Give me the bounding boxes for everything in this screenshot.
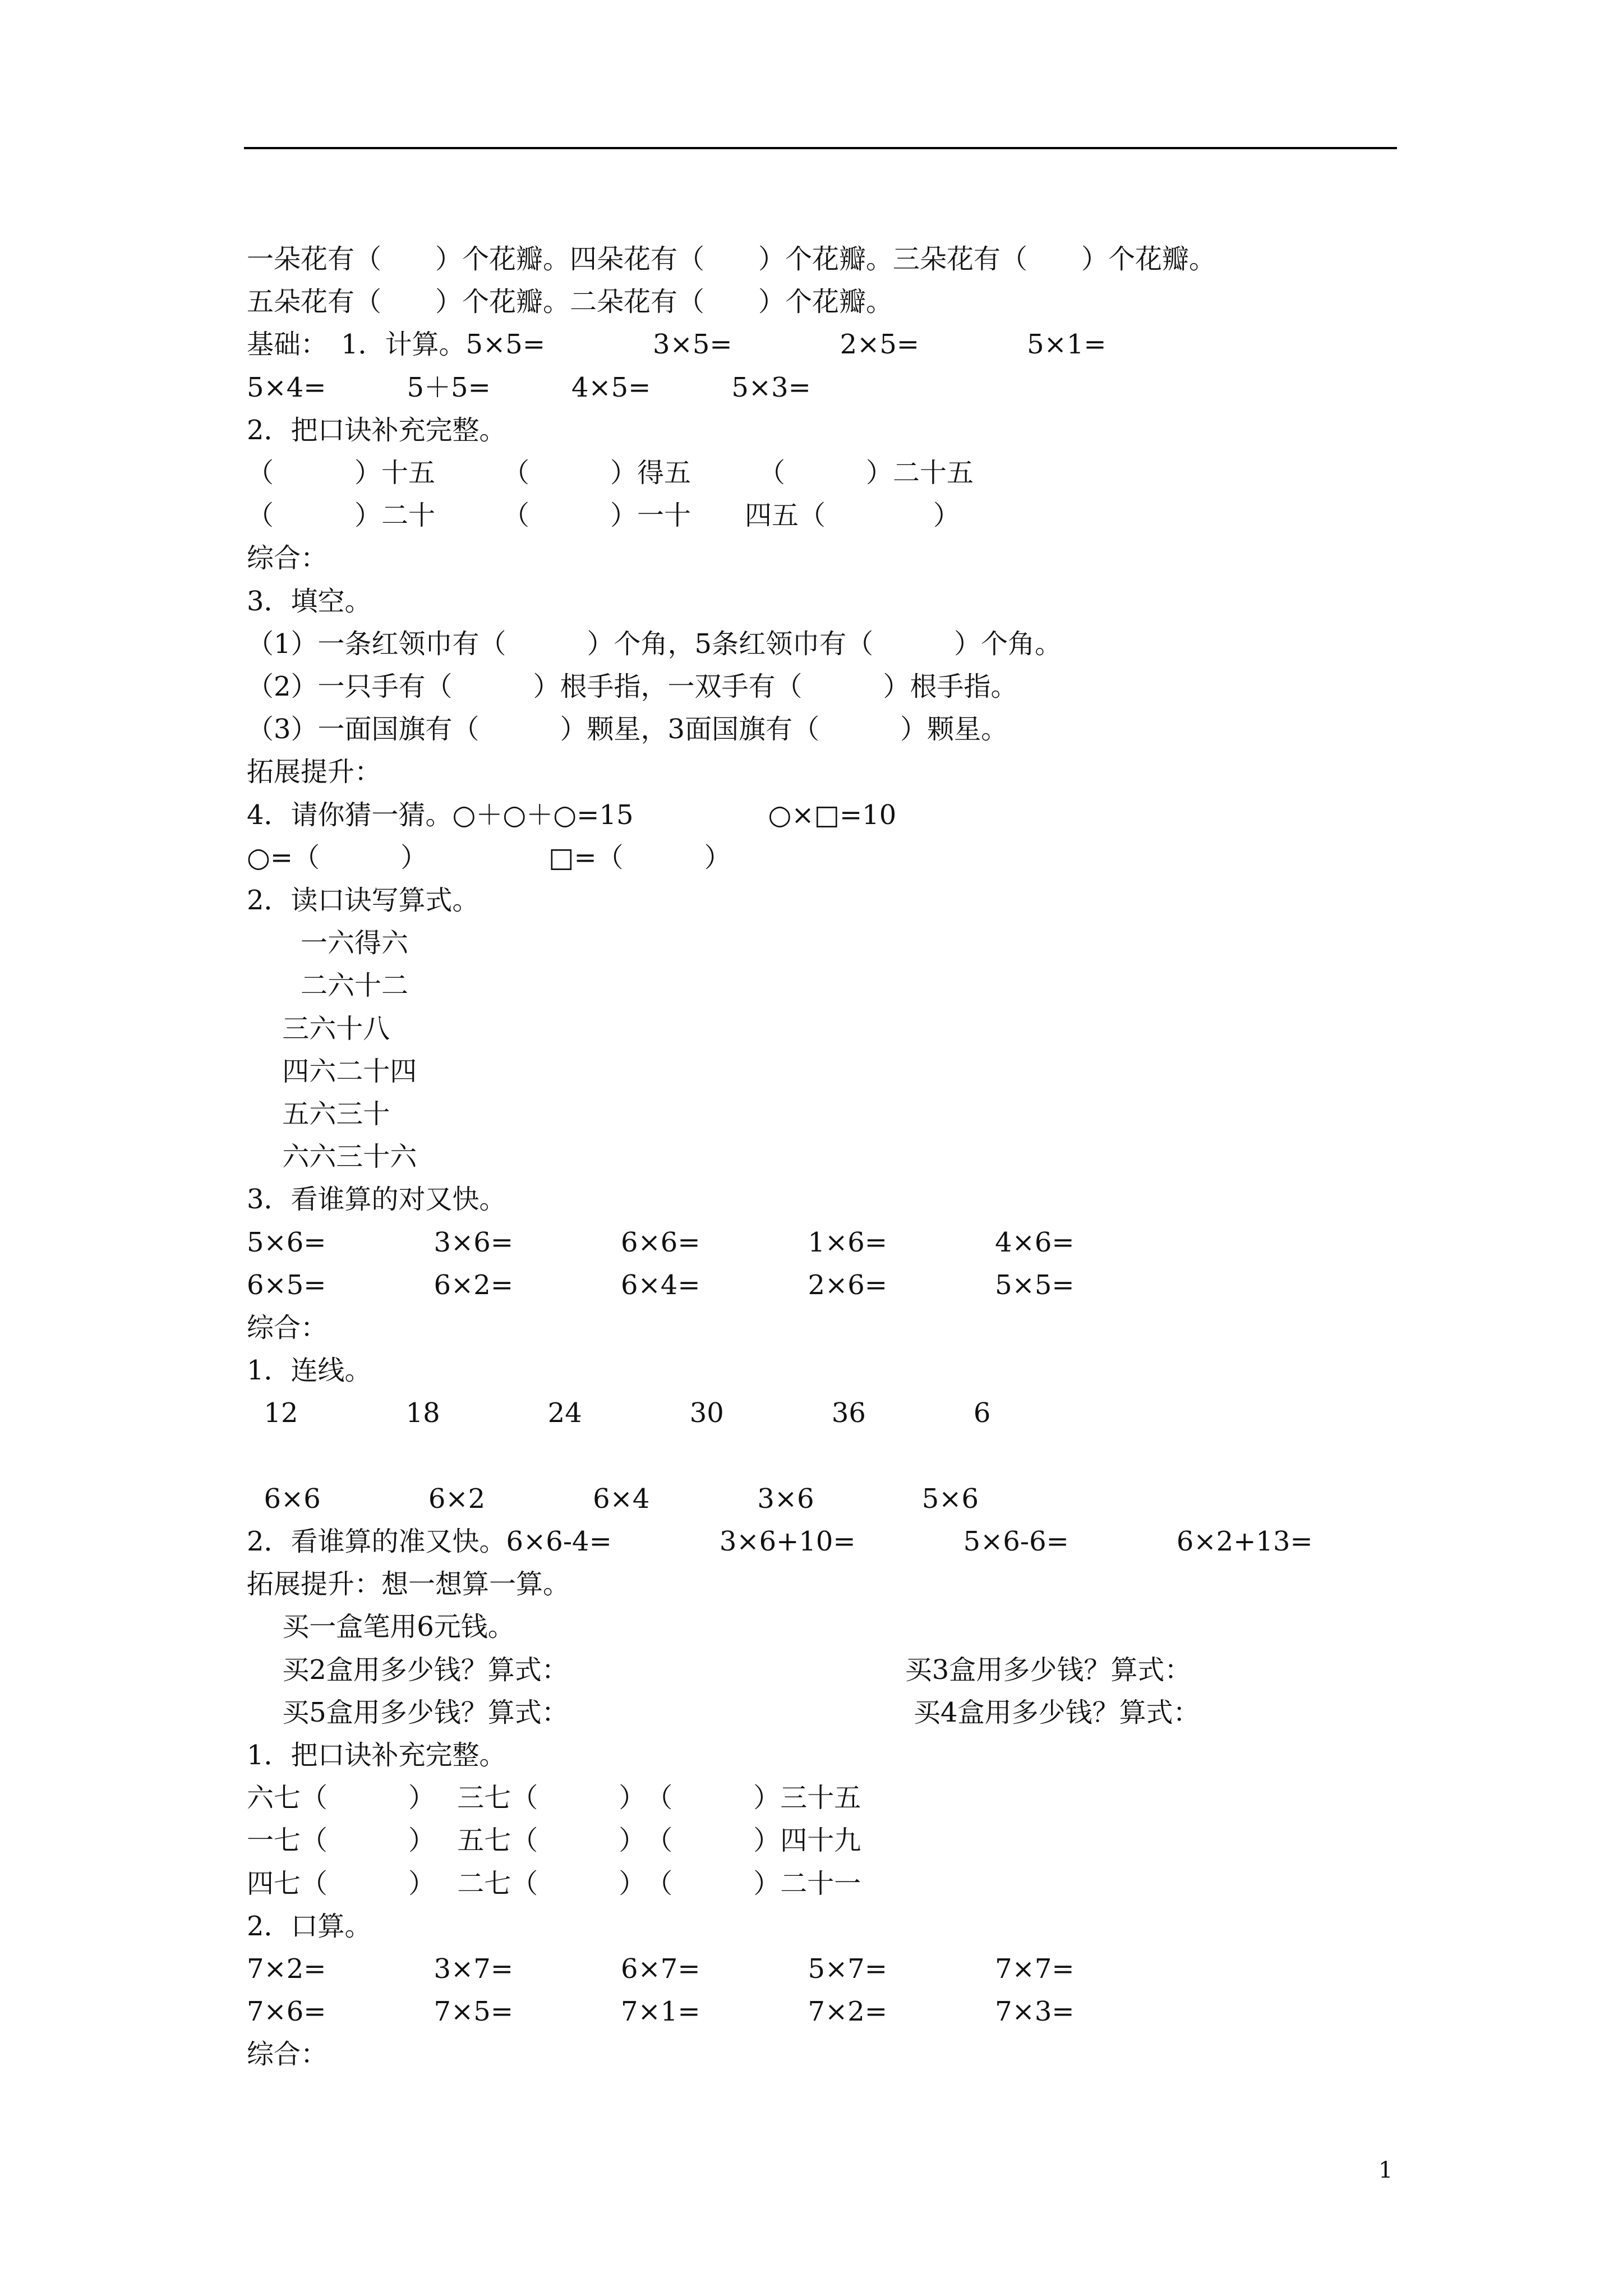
worksheet-line: （ ）二十 （ ）一十 四五（ ） — [247, 500, 961, 531]
worksheet-line: 5×4= 5＋5= 4×5= 5×3= — [247, 372, 811, 403]
worksheet-line: 六六三十六 — [247, 1141, 417, 1172]
page-number: 1 — [1378, 2157, 1393, 2183]
worksheet-line: 五朵花有（ ）个花瓣。二朵花有（ ）个花瓣。 — [247, 286, 893, 318]
worksheet-line: 一六得六 — [247, 927, 409, 959]
worksheet-line: 六七（ ） 三七（ ） （ ）三十五 — [247, 1782, 861, 1814]
worksheet-line: 6×6 6×2 6×4 3×6 5×6 — [247, 1483, 979, 1515]
worksheet-line: （1）一条红领巾有（ ）个角，5条红领巾有（ ）个角。 — [247, 628, 1062, 660]
worksheet-line: 买5盒用多少钱？算式： 买4盒用多少钱？算式： — [247, 1697, 1200, 1728]
worksheet-line: 3．填空。 — [247, 586, 372, 617]
worksheet-line: 一七（ ） 五七（ ） （ ）四十九 — [247, 1825, 861, 1856]
worksheet-line: （3）一面国旗有（ ）颗星，3面国旗有（ ）颗星。 — [247, 714, 1008, 745]
worksheet-line: （2）一只手有（ ）根手指，一双手有（ ）根手指。 — [247, 671, 1018, 702]
worksheet-line: 一朵花有（ ）个花瓣。四朵花有（ ）个花瓣。三朵花有（ ）个花瓣。 — [247, 243, 1216, 275]
worksheet-line: 四六二十四 — [247, 1056, 417, 1087]
worksheet-line: 五六三十 — [247, 1098, 390, 1130]
worksheet-line: 6×5= 6×2= 6×4= 2×6= 5×5= — [247, 1269, 1075, 1301]
worksheet-line: 7×6= 7×5= 7×1= 7×2= 7×3= — [247, 1996, 1075, 2027]
worksheet-line: 基础： 1．计算。5×5= 3×5= 2×5= 5×1= — [247, 329, 1106, 360]
worksheet-line: 综合： — [247, 2039, 328, 2070]
worksheet-line: 5×6= 3×6= 6×6= 1×6= 4×6= — [247, 1227, 1075, 1258]
worksheet-line: 买一盒笔用6元钱。 — [247, 1611, 515, 1642]
worksheet-line: 四七（ ） 二七（ ） （ ）二十一 — [247, 1868, 861, 1899]
worksheet-line: 7×2= 3×7= 6×7= 5×7= 7×7= — [247, 1953, 1075, 1985]
worksheet-line: 拓展提升：想一想算一算。 — [247, 1568, 570, 1600]
worksheet-line: 拓展提升： — [247, 756, 382, 788]
worksheet-line: 三六十八 — [247, 1013, 390, 1045]
worksheet-line: 1．把口诀补充完整。 — [247, 1740, 506, 1771]
worksheet-line: 1．连线。 — [247, 1355, 372, 1386]
worksheet-line: 2．看谁算的准又快。6×6-4= 3×6+10= 5×6-6= 6×2+13= — [247, 1526, 1313, 1557]
header-rule — [244, 147, 1397, 149]
worksheet-line: 二六十二 — [247, 970, 409, 1001]
worksheet-line: 2．口算。 — [247, 1911, 372, 1942]
worksheet-line: 2．读口诀写算式。 — [247, 885, 479, 916]
worksheet-line: （ ）十五 （ ）得五 （ ）二十五 — [247, 457, 974, 489]
worksheet-line: 买2盒用多少钱？算式： 买3盒用多少钱？算式： — [247, 1654, 1192, 1686]
worksheet-line: 4．请你猜一猜。○＋○＋○=15 ○×□=10 — [247, 799, 897, 831]
worksheet-line: 综合： — [247, 1312, 328, 1343]
worksheet-line: 2．把口诀补充完整。 — [247, 415, 506, 446]
worksheet-line: 综合： — [247, 542, 328, 574]
worksheet-line: 12 18 24 30 36 6 — [247, 1397, 991, 1429]
worksheet-line: 3．看谁算的对又快。 — [247, 1184, 506, 1215]
worksheet-line: ○=（ ） □=（ ） — [247, 842, 731, 873]
